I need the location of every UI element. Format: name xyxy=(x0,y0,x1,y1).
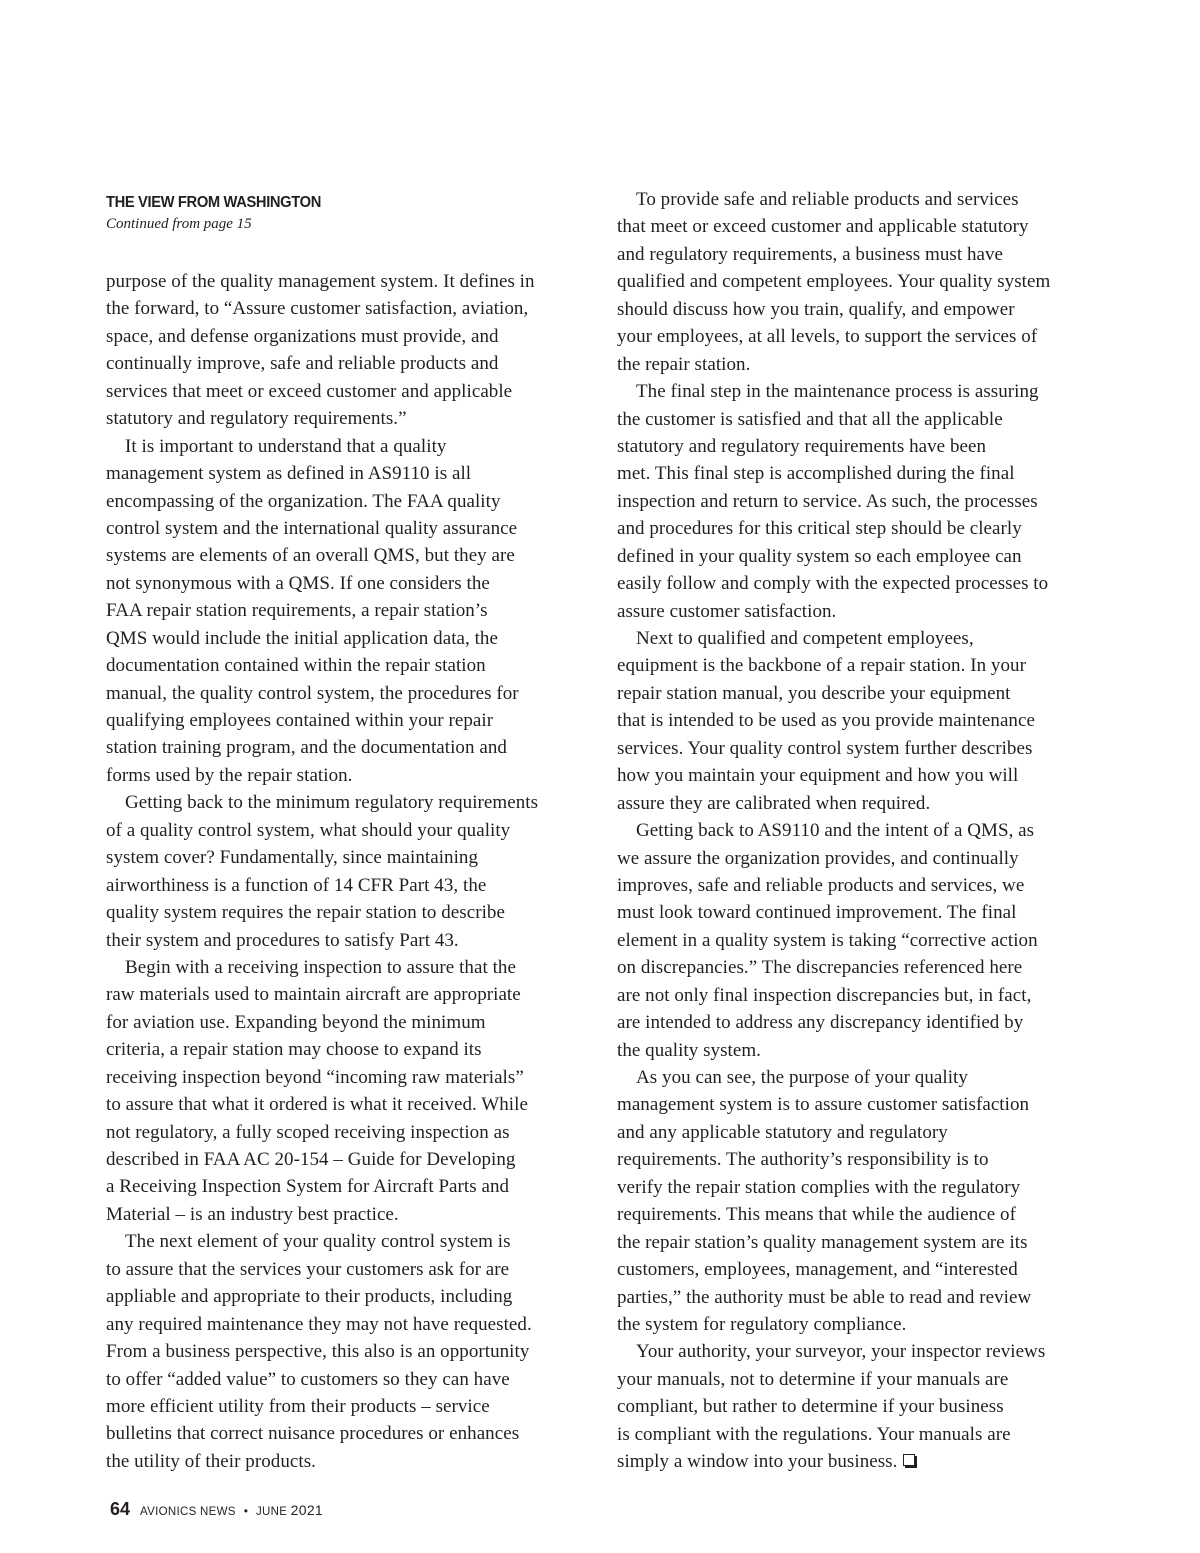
text-line xyxy=(106,1201,592,1228)
line-text: element in a quality system is taking “corrective action xyxy=(617,929,1038,951)
line-text: raw materials used to maintain aircraft are appropriate xyxy=(106,984,521,1006)
line-text: continually improve, safe and reliable products and xyxy=(106,353,499,375)
text-line xyxy=(617,378,1103,405)
text-line xyxy=(106,1283,592,1310)
text-line xyxy=(617,680,1103,707)
text-line xyxy=(617,296,1103,323)
text-line xyxy=(617,1284,1103,1311)
line-text: any required maintenance they may not have requested. xyxy=(106,1313,532,1335)
line-text: the repair station’s quality management system are its xyxy=(617,1231,1028,1253)
text-line xyxy=(617,1229,1103,1256)
text-line xyxy=(106,1311,592,1338)
line-text: to offer “added value” to customers so they can have xyxy=(106,1368,510,1390)
line-text: and procedures for this critical step should be clearly xyxy=(617,518,1022,540)
line-text: To provide safe and reliable products and services xyxy=(636,189,1019,210)
text-line xyxy=(106,872,592,899)
text-line xyxy=(617,790,1103,817)
left-column xyxy=(106,268,592,1475)
line-text: Begin with a receiving inspection to assure that the xyxy=(125,956,516,978)
text-line xyxy=(106,899,592,926)
line-text: Material – is an industry best practice. xyxy=(106,1203,399,1225)
line-text: Next to qualified and competent employees, xyxy=(636,628,974,649)
text-line xyxy=(617,1146,1103,1173)
line-text: to assure that the services your customers ask for are xyxy=(106,1258,510,1280)
line-text: encompassing of the organization. The FAA quality xyxy=(106,490,501,512)
line-text: assure they are calibrated when required. xyxy=(617,792,931,814)
text-line xyxy=(617,433,1103,460)
text-line xyxy=(106,597,592,624)
line-text: not synonymous with a QMS. If one considers the xyxy=(106,572,490,594)
line-text: assure customer satisfaction. xyxy=(617,600,837,622)
line-text: compliant, but rather to determine if your business xyxy=(617,1396,1004,1418)
line-text: and regulatory requirements, a business must have xyxy=(617,243,1004,265)
line-text: on discrepancies.” The discrepancies referenced here xyxy=(617,957,1023,979)
issue-date xyxy=(256,1502,323,1518)
text-line xyxy=(617,1174,1103,1201)
text-line xyxy=(106,1064,592,1091)
text-line xyxy=(106,1119,592,1146)
line-text: must look toward continued improvement. The final xyxy=(617,902,1017,924)
line-text: statutory and regulatory requirements.” xyxy=(106,408,407,430)
text-line xyxy=(106,1091,592,1118)
text-line xyxy=(617,707,1103,734)
text-line xyxy=(106,954,592,981)
text-line xyxy=(617,213,1103,240)
line-text: forms used by the repair station. xyxy=(106,764,353,786)
text-line xyxy=(617,1421,1103,1448)
text-line xyxy=(617,954,1103,981)
text-line xyxy=(106,542,592,569)
text-line xyxy=(617,762,1103,789)
text-line xyxy=(617,1393,1103,1420)
line-text: requirements. The authority’s responsibility is to xyxy=(617,1149,989,1171)
line-text: QMS would include the initial application data, the xyxy=(106,627,498,649)
line-text: the quality system. xyxy=(617,1039,761,1061)
text-line xyxy=(617,652,1103,679)
text-line xyxy=(106,1256,592,1283)
text-line xyxy=(617,1064,1103,1091)
line-text: qualifying employees contained within your repair xyxy=(106,710,494,731)
text-line xyxy=(106,378,592,405)
text-line xyxy=(106,460,592,487)
line-text: services. Your quality control system further describes xyxy=(617,737,1033,759)
line-text: It is important to understand that a quality xyxy=(125,435,447,457)
text-line xyxy=(617,241,1103,268)
line-text: appliable and appropriate to their products, including xyxy=(106,1286,513,1308)
text-line xyxy=(106,625,592,652)
line-text: space, and defense organizations must provide, and xyxy=(106,325,499,347)
line-text: we assure the organization provides, and continually xyxy=(617,847,1019,869)
text-line xyxy=(617,817,1103,844)
text-line xyxy=(617,735,1103,762)
line-text: the customer is satisfied and that all the applicable xyxy=(617,408,1003,430)
line-text: Getting back to the minimum regulatory requirements xyxy=(125,792,539,814)
text-line xyxy=(617,1037,1103,1064)
line-text: described in FAA AC 20-154 – Guide for Developing xyxy=(106,1149,516,1170)
text-line xyxy=(617,1366,1103,1393)
text-line xyxy=(617,1338,1103,1365)
line-text: receiving inspection beyond “incoming raw materials” xyxy=(106,1066,524,1088)
line-text: customers, employees, management, and “interested xyxy=(617,1259,1018,1281)
text-line xyxy=(617,570,1103,597)
line-text: control system and the international quality assurance xyxy=(106,517,518,539)
line-text: inspection and return to service. As such, the processes xyxy=(617,490,1038,512)
text-line xyxy=(106,515,592,542)
line-text: equipment is the backbone of a repair station. In your xyxy=(617,655,1026,677)
line-text: your manuals, not to determine if your manuals are xyxy=(617,1368,1009,1390)
line-text: As you can see, the purpose of your quality xyxy=(636,1067,968,1088)
text-line xyxy=(106,1009,592,1036)
right-column xyxy=(617,186,1103,1476)
line-text: requirements. This means that while the audience of xyxy=(617,1204,1016,1226)
line-text: should discuss how you train, qualify, and empower xyxy=(617,298,1015,320)
line-text: to assure that what it ordered is what it received. While xyxy=(106,1094,528,1116)
text-line xyxy=(106,268,592,295)
text-line xyxy=(106,1228,592,1255)
line-text: parties,” the authority must be able to read and review xyxy=(617,1286,1032,1308)
text-line xyxy=(106,433,592,460)
line-text: The next element of your quality control system is xyxy=(125,1231,511,1253)
line-text: that meet or exceed customer and applicable statutory xyxy=(617,216,1029,238)
line-text: a Receiving Inspection System for Aircraft Parts and xyxy=(106,1176,510,1198)
line-text: repair station manual, you describe your equipment xyxy=(617,682,1011,704)
line-text: the system for regulatory compliance. xyxy=(617,1313,907,1335)
line-text: manual, the quality control system, the procedures for xyxy=(106,682,519,704)
issue-month: JUNE xyxy=(255,1506,288,1518)
page-footer xyxy=(110,1499,323,1520)
text-line xyxy=(617,186,1103,213)
line-text: how you maintain your equipment and how you will xyxy=(617,765,1019,787)
text-line xyxy=(617,1311,1103,1338)
text-line xyxy=(106,1448,592,1475)
line-text: met. This final step is accomplished during the final xyxy=(617,463,1015,485)
line-text: improves, safe and reliable products and services, we xyxy=(617,874,1025,896)
line-text: qualified and competent employees. Your quality system xyxy=(617,271,1051,293)
text-line xyxy=(106,680,592,707)
continued-note: Continued from page 15 xyxy=(106,216,252,232)
text-line xyxy=(617,625,1103,652)
text-line xyxy=(617,488,1103,515)
line-text: criteria, a repair station may choose to expand its xyxy=(106,1039,482,1061)
issue-year: 2021 xyxy=(290,1502,324,1518)
text-line xyxy=(106,844,592,871)
footer-separator: • xyxy=(243,1504,248,1518)
line-text: for aviation use. Expanding beyond the minimum xyxy=(106,1011,486,1033)
line-text: the utility of their products. xyxy=(106,1450,316,1472)
line-text: verify the repair station complies with the regulatory xyxy=(617,1176,1021,1198)
text-line xyxy=(617,982,1103,1009)
line-text: the forward, to “Assure customer satisfaction, aviation, xyxy=(106,298,529,320)
text-line xyxy=(617,927,1103,954)
text-line xyxy=(106,1173,592,1200)
text-line xyxy=(106,350,592,377)
text-line xyxy=(106,1420,592,1447)
line-text: the repair station. xyxy=(617,353,751,375)
line-text: their system and procedures to satisfy Part 43. xyxy=(106,929,459,951)
text-line xyxy=(106,1366,592,1393)
line-text: statutory and regulatory requirements have been xyxy=(617,435,987,457)
line-text: Getting back to AS9110 and the intent of a QMS, as xyxy=(636,820,1035,842)
text-line xyxy=(617,1091,1103,1118)
line-text: The final step in the maintenance process is assuring xyxy=(636,381,1039,403)
text-line xyxy=(106,1036,592,1063)
line-text: purpose of the quality management system. It defines in xyxy=(106,271,535,292)
text-line xyxy=(617,460,1103,487)
text-line xyxy=(617,1448,1103,1475)
text-line xyxy=(106,295,592,322)
text-line xyxy=(617,872,1103,899)
text-line xyxy=(106,1146,592,1173)
text-line xyxy=(617,845,1103,872)
line-text: that is intended to be used as you provide maintenance xyxy=(617,710,1035,732)
line-text: are not only final inspection discrepancies but, in fact, xyxy=(617,984,1032,1006)
text-line xyxy=(106,762,592,789)
text-line xyxy=(106,927,592,954)
line-text: your employees, at all levels, to support the services of xyxy=(617,326,1038,348)
article-end-box-icon xyxy=(903,1454,915,1466)
line-text: station training program, and the documentation and xyxy=(106,737,507,759)
line-text: easily follow and comply with the expected processes to xyxy=(617,573,1049,595)
line-text: airworthiness is a function of 14 CFR Part 43, the xyxy=(106,874,487,896)
text-line xyxy=(617,543,1103,570)
text-line xyxy=(106,789,592,816)
line-text: bulletins that correct nuisance procedures or enhances xyxy=(106,1423,520,1445)
text-line xyxy=(106,570,592,597)
text-line xyxy=(617,515,1103,542)
line-text: and any applicable statutory and regulatory xyxy=(617,1121,948,1143)
line-text: is compliant with the regulations. Your manuals are xyxy=(617,1423,1011,1445)
text-line xyxy=(106,707,592,734)
line-text: From a business perspective, this also is an opportunity xyxy=(106,1341,530,1363)
line-text: more efficient utility from their products – service xyxy=(106,1395,490,1417)
text-line xyxy=(617,323,1103,350)
text-line xyxy=(106,981,592,1008)
page-number: 64 xyxy=(110,1499,131,1519)
text-line xyxy=(106,1338,592,1365)
text-line xyxy=(106,652,592,679)
text-line xyxy=(617,1119,1103,1146)
text-line xyxy=(106,405,592,432)
text-line xyxy=(617,1201,1103,1228)
section-title: THE VIEW FROM WASHINGTON xyxy=(106,194,321,211)
text-line xyxy=(106,1393,592,1420)
text-line xyxy=(617,1256,1103,1283)
publication-name: AVIONICS NEWS xyxy=(140,1506,236,1518)
line-text: of a quality control system, what should your quality xyxy=(106,819,511,841)
section-header xyxy=(106,193,586,234)
text-line xyxy=(617,268,1103,295)
line-text: FAA repair station requirements, a repair station’s xyxy=(106,600,488,622)
line-text: systems are elements of an overall QMS, but they are xyxy=(106,545,515,567)
line-text: documentation contained within the repair station xyxy=(106,655,486,677)
text-line xyxy=(617,406,1103,433)
text-line xyxy=(617,899,1103,926)
line-text: management system as defined in AS9110 is all xyxy=(106,463,472,485)
text-line xyxy=(617,598,1103,625)
text-line xyxy=(106,817,592,844)
text-line xyxy=(617,351,1103,378)
text-line xyxy=(106,323,592,350)
line-text: are intended to address any discrepancy identified by xyxy=(617,1012,1024,1034)
line-text: simply a window into your business. xyxy=(617,1451,898,1473)
line-text: not regulatory, a fully scoped receiving inspection as xyxy=(106,1121,510,1143)
line-text: management system is to assure customer satisfaction xyxy=(617,1094,1030,1116)
line-text: quality system requires the repair station to describe xyxy=(106,902,505,924)
line-text: system cover? Fundamentally, since maintaining xyxy=(106,847,479,869)
text-line xyxy=(106,734,592,761)
line-text: services that meet or exceed customer and applicable xyxy=(106,380,513,402)
text-line xyxy=(106,488,592,515)
line-text: Your authority, your surveyor, your inspector reviews xyxy=(636,1341,1046,1363)
text-line xyxy=(617,1009,1103,1036)
line-text: defined in your quality system so each employee can xyxy=(617,545,1022,567)
